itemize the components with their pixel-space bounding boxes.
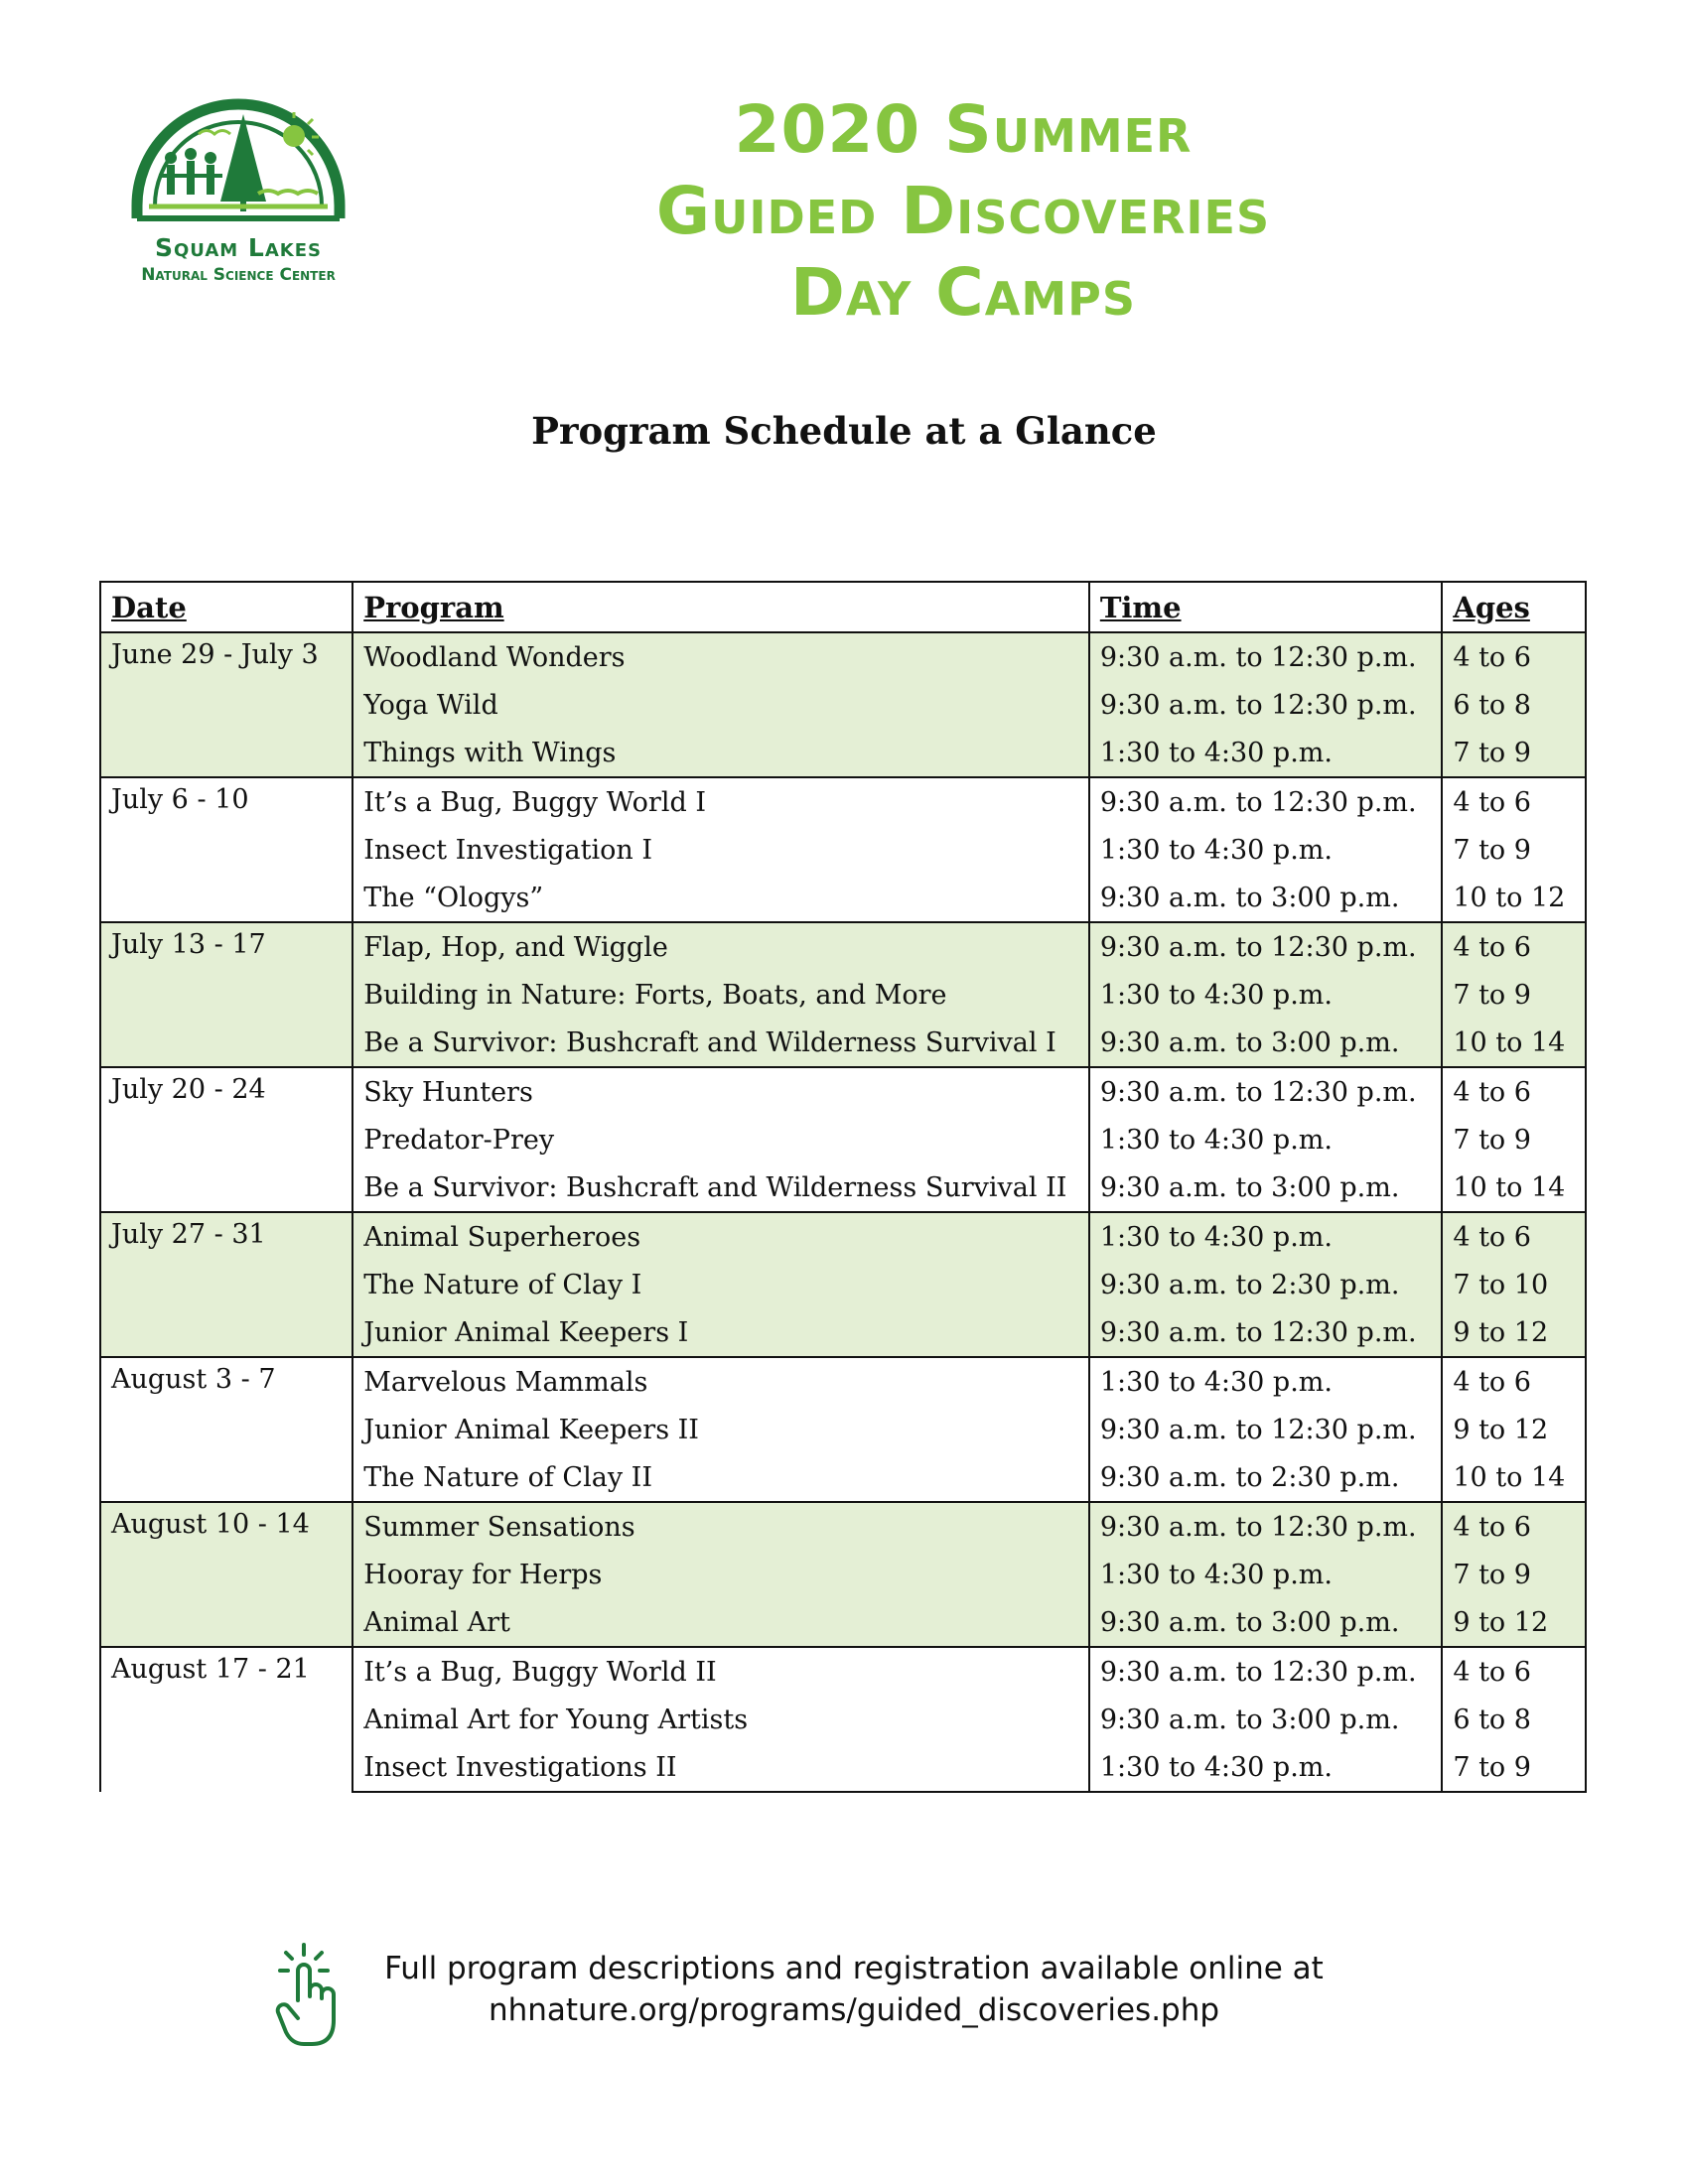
program-cell: The Nature of Clay I bbox=[352, 1261, 1089, 1308]
time-cell: 9:30 a.m. to 12:30 p.m. bbox=[1089, 681, 1443, 729]
time-cell: 9:30 a.m. to 12:30 p.m. bbox=[1089, 1647, 1443, 1696]
time-cell: 1:30 to 4:30 p.m. bbox=[1089, 1212, 1443, 1261]
title-line1: 2020 Summer bbox=[734, 91, 1193, 168]
ages-cell: 10 to 12 bbox=[1442, 874, 1586, 922]
header-time: Time bbox=[1089, 582, 1443, 632]
program-cell: Sky Hunters bbox=[352, 1067, 1089, 1116]
program-cell: The Nature of Clay II bbox=[352, 1453, 1089, 1502]
time-cell: 9:30 a.m. to 12:30 p.m. bbox=[1089, 1308, 1443, 1357]
program-cell: Predator-Prey bbox=[352, 1116, 1089, 1163]
ages-cell: 7 to 9 bbox=[1442, 1551, 1586, 1598]
time-cell: 9:30 a.m. to 3:00 p.m. bbox=[1089, 874, 1443, 922]
ages-cell: 9 to 12 bbox=[1442, 1308, 1586, 1357]
ages-cell: 4 to 6 bbox=[1442, 1502, 1586, 1551]
time-cell: 1:30 to 4:30 p.m. bbox=[1089, 1743, 1443, 1792]
footer-url[interactable]: nhnature.org/programs/guided_discoveries.php bbox=[488, 1992, 1220, 2028]
ages-cell: 4 to 6 bbox=[1442, 1647, 1586, 1696]
date-cell: July 13 - 17 bbox=[100, 922, 352, 1067]
ages-cell: 7 to 9 bbox=[1442, 1743, 1586, 1792]
time-cell: 9:30 a.m. to 3:00 p.m. bbox=[1089, 1696, 1443, 1743]
date-cell: August 17 - 21 bbox=[100, 1647, 352, 1792]
ages-cell: 6 to 8 bbox=[1442, 1696, 1586, 1743]
time-cell: 9:30 a.m. to 12:30 p.m. bbox=[1089, 922, 1443, 971]
program-cell: Flap, Hop, and Wiggle bbox=[352, 922, 1089, 971]
ages-cell: 4 to 6 bbox=[1442, 1067, 1586, 1116]
table-row bbox=[100, 1502, 1586, 1551]
logo-emblem-icon bbox=[129, 94, 348, 228]
header-program: Program bbox=[352, 582, 1089, 632]
table-row bbox=[100, 1067, 1586, 1116]
program-cell: Be a Survivor: Bushcraft and Wilderness Survival I bbox=[352, 1019, 1089, 1067]
title-line3: Day Camps bbox=[790, 254, 1136, 331]
ages-cell: 4 to 6 bbox=[1442, 777, 1586, 826]
ages-cell: 4 to 6 bbox=[1442, 632, 1586, 681]
time-cell: 9:30 a.m. to 12:30 p.m. bbox=[1089, 632, 1443, 681]
footer-note bbox=[357, 1948, 1350, 2031]
title-line2: Guided Discoveries bbox=[655, 173, 1271, 249]
header-date: Date bbox=[100, 582, 352, 632]
time-cell: 9:30 a.m. to 12:30 p.m. bbox=[1089, 1067, 1443, 1116]
program-cell: Animal Superheroes bbox=[352, 1212, 1089, 1261]
date-cell: July 20 - 24 bbox=[100, 1067, 352, 1212]
program-cell: Things with Wings bbox=[352, 729, 1089, 777]
time-cell: 1:30 to 4:30 p.m. bbox=[1089, 729, 1443, 777]
program-cell: Building in Nature: Forts, Boats, and More bbox=[352, 971, 1089, 1019]
program-cell: Junior Animal Keepers II bbox=[352, 1406, 1089, 1453]
program-cell: Marvelous Mammals bbox=[352, 1357, 1089, 1406]
time-cell: 9:30 a.m. to 12:30 p.m. bbox=[1089, 1406, 1443, 1453]
schedule-table bbox=[99, 581, 1587, 1793]
ages-cell: 10 to 14 bbox=[1442, 1163, 1586, 1212]
ages-cell: 7 to 9 bbox=[1442, 971, 1586, 1019]
ages-cell: 7 to 9 bbox=[1442, 729, 1586, 777]
ages-cell: 6 to 8 bbox=[1442, 681, 1586, 729]
program-cell: Hooray for Herps bbox=[352, 1551, 1089, 1598]
ages-cell: 10 to 14 bbox=[1442, 1453, 1586, 1502]
program-cell: Be a Survivor: Bushcraft and Wilderness Survival II bbox=[352, 1163, 1089, 1212]
date-cell: July 27 - 31 bbox=[100, 1212, 352, 1357]
ages-cell: 7 to 10 bbox=[1442, 1261, 1586, 1308]
time-cell: 1:30 to 4:30 p.m. bbox=[1089, 1551, 1443, 1598]
date-cell: June 29 - July 3 bbox=[100, 632, 352, 777]
program-cell: Animal Art bbox=[352, 1598, 1089, 1647]
date-cell: August 3 - 7 bbox=[100, 1357, 352, 1502]
program-cell: It’s a Bug, Buggy World I bbox=[352, 777, 1089, 826]
time-cell: 1:30 to 4:30 p.m. bbox=[1089, 1357, 1443, 1406]
program-cell: Junior Animal Keepers I bbox=[352, 1308, 1089, 1357]
time-cell: 9:30 a.m. to 2:30 p.m. bbox=[1089, 1261, 1443, 1308]
page-subtitle: Program Schedule at a Glance bbox=[531, 409, 1157, 453]
ages-cell: 4 to 6 bbox=[1442, 1212, 1586, 1261]
table-header-row bbox=[100, 582, 1586, 632]
program-cell: Yoga Wild bbox=[352, 681, 1089, 729]
page-title bbox=[516, 89, 1410, 334]
table-row bbox=[100, 1647, 1586, 1696]
date-cell: August 10 - 14 bbox=[100, 1502, 352, 1647]
time-cell: 9:30 a.m. to 3:00 p.m. bbox=[1089, 1163, 1443, 1212]
pointer-hand-icon bbox=[274, 1941, 346, 2050]
program-cell: Animal Art for Young Artists bbox=[352, 1696, 1089, 1743]
time-cell: 9:30 a.m. to 3:00 p.m. bbox=[1089, 1598, 1443, 1647]
time-cell: 9:30 a.m. to 2:30 p.m. bbox=[1089, 1453, 1443, 1502]
org-name-line1: Squam Lakes bbox=[155, 233, 322, 262]
time-cell: 9:30 a.m. to 12:30 p.m. bbox=[1089, 1502, 1443, 1551]
table-row bbox=[100, 1357, 1586, 1406]
ages-cell: 7 to 9 bbox=[1442, 1116, 1586, 1163]
footer-line1: Full program descriptions and registration available online at bbox=[384, 1951, 1324, 1986]
date-cell: July 6 - 10 bbox=[100, 777, 352, 922]
time-cell: 1:30 to 4:30 p.m. bbox=[1089, 826, 1443, 874]
table-row bbox=[100, 777, 1586, 826]
schedule-body bbox=[100, 632, 1586, 1792]
time-cell: 1:30 to 4:30 p.m. bbox=[1089, 971, 1443, 1019]
ages-cell: 10 to 14 bbox=[1442, 1019, 1586, 1067]
time-cell: 9:30 a.m. to 3:00 p.m. bbox=[1089, 1019, 1443, 1067]
org-logo bbox=[94, 94, 382, 303]
program-cell: The “Ologys” bbox=[352, 874, 1089, 922]
ages-cell: 9 to 12 bbox=[1442, 1598, 1586, 1647]
program-cell: Insect Investigation I bbox=[352, 826, 1089, 874]
program-cell: Insect Investigations II bbox=[352, 1743, 1089, 1792]
table-row bbox=[100, 922, 1586, 971]
program-cell: Woodland Wonders bbox=[352, 632, 1089, 681]
ages-cell: 4 to 6 bbox=[1442, 922, 1586, 971]
ages-cell: 7 to 9 bbox=[1442, 826, 1586, 874]
org-name-line2: Natural Science Center bbox=[141, 265, 336, 285]
table-row bbox=[100, 1212, 1586, 1261]
time-cell: 9:30 a.m. to 12:30 p.m. bbox=[1089, 777, 1443, 826]
time-cell: 1:30 to 4:30 p.m. bbox=[1089, 1116, 1443, 1163]
header-ages: Ages bbox=[1442, 582, 1586, 632]
program-cell: It’s a Bug, Buggy World II bbox=[352, 1647, 1089, 1696]
table-row bbox=[100, 632, 1586, 681]
program-cell: Summer Sensations bbox=[352, 1502, 1089, 1551]
ages-cell: 4 to 6 bbox=[1442, 1357, 1586, 1406]
ages-cell: 9 to 12 bbox=[1442, 1406, 1586, 1453]
